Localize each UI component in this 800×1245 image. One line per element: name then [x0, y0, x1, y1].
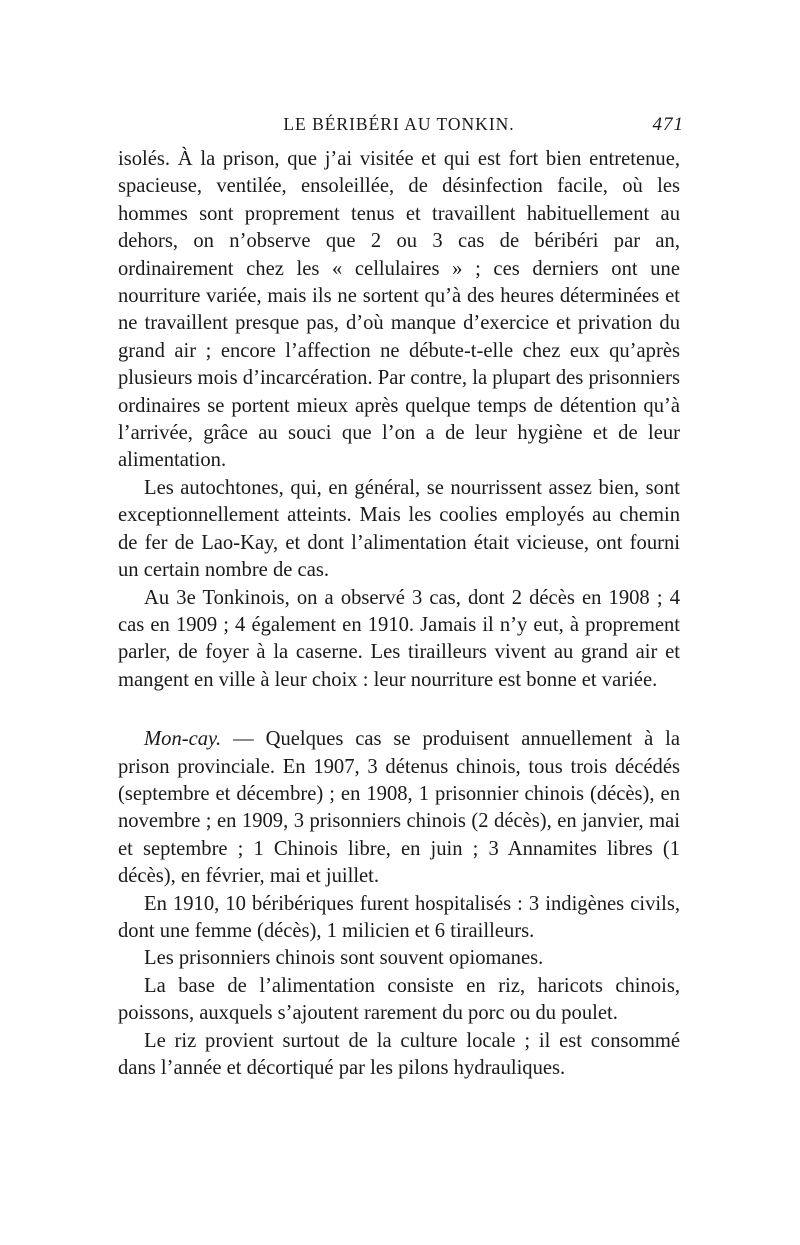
running-title: LE BÉRIBÉRI AU TONKIN.: [283, 114, 515, 134]
paragraph: La base de l’alimentation consiste en riz, haricots chinois, poissons, auxquels s’ajoutent rarement du porc ou du poulet.: [118, 974, 680, 1025]
running-head: [118, 114, 684, 144]
paragraph: Les prisonniers chinois sont souvent opiomanes.: [144, 947, 544, 970]
section-paragraph: [118, 726, 680, 890]
paragraph-text: — Quelques cas se produisent annuellement à la prison provinciale. En 1907, 3 détenus chinois, tous trois décédés (septembre et décembre) ; en 1908, 1 prisonnier chinois (décès), en novembre ; en 1909, 3 prisonniers chinois (2 décès), en janvier, mai et septembre ; 1 Chinois libre, en juin ; 3 Annamites libres (1 décès), en février, mai et juillet.: [118, 728, 680, 888]
place-heading: Mon-cay.: [144, 728, 222, 751]
page-number: 471: [652, 114, 684, 135]
body-text: [118, 146, 680, 1082]
paragraph: Au 3e Tonkinois, on a observé 3 cas, dont 2 décès en 1908 ; 4 cas en 1909 ; 4 également en 1910. Jamais il n’y eut, à proprement parler, de foyer à la caserne. Les tirailleurs vivent au grand air et mangent en ville à leur choix : leur nourriture est bonne et variée.: [118, 586, 680, 691]
paragraph: Le riz provient surtout de la culture locale ; il est consommé dans l’année et décortiqué par les pilons hydrauliques.: [118, 1029, 680, 1079]
paragraph: Les autochtones, qui, en général, se nourrissent assez bien, sont exceptionnellement atteints. Mais les coolies employés au chemin de fer de Lao-Kay, et dont l’alimentation était vicieuse, ont fourni un certain nombre de cas.: [118, 476, 680, 582]
paragraph: En 1910, 10 béribériques furent hospitalisés : 3 indigènes civils, dont une femme (décès), 1 milicien et 6 tirailleurs.: [118, 892, 680, 942]
paragraph: isolés. À la prison, que j’ai visitée et qui est fort bien entretenue, spacieuse, ventilée, ensoleillée, de désinfection facile, où les hommes sont proprement tenus et travaillent habituellement au dehors, on n’observe que 2 ou 3 cas de béribéri par an, ordinairement chez les « cellulaires » ; ces derniers ont une nourriture variée, mais ils ne sortent qu’à des heures déterminées et ne travaillent presque pas, d’où manque d’exercice et privation du grand air ; encore l’affection ne débute-t-elle chez eux qu’après plusieurs mois d’incarcération. Par contre, la plupart des prisonniers ordinaires se portent mieux après quelque temps de détention qu’à l’arrivée, grâce au souci que l’on a de leur hygiène et de leur alimentation.: [118, 148, 680, 472]
